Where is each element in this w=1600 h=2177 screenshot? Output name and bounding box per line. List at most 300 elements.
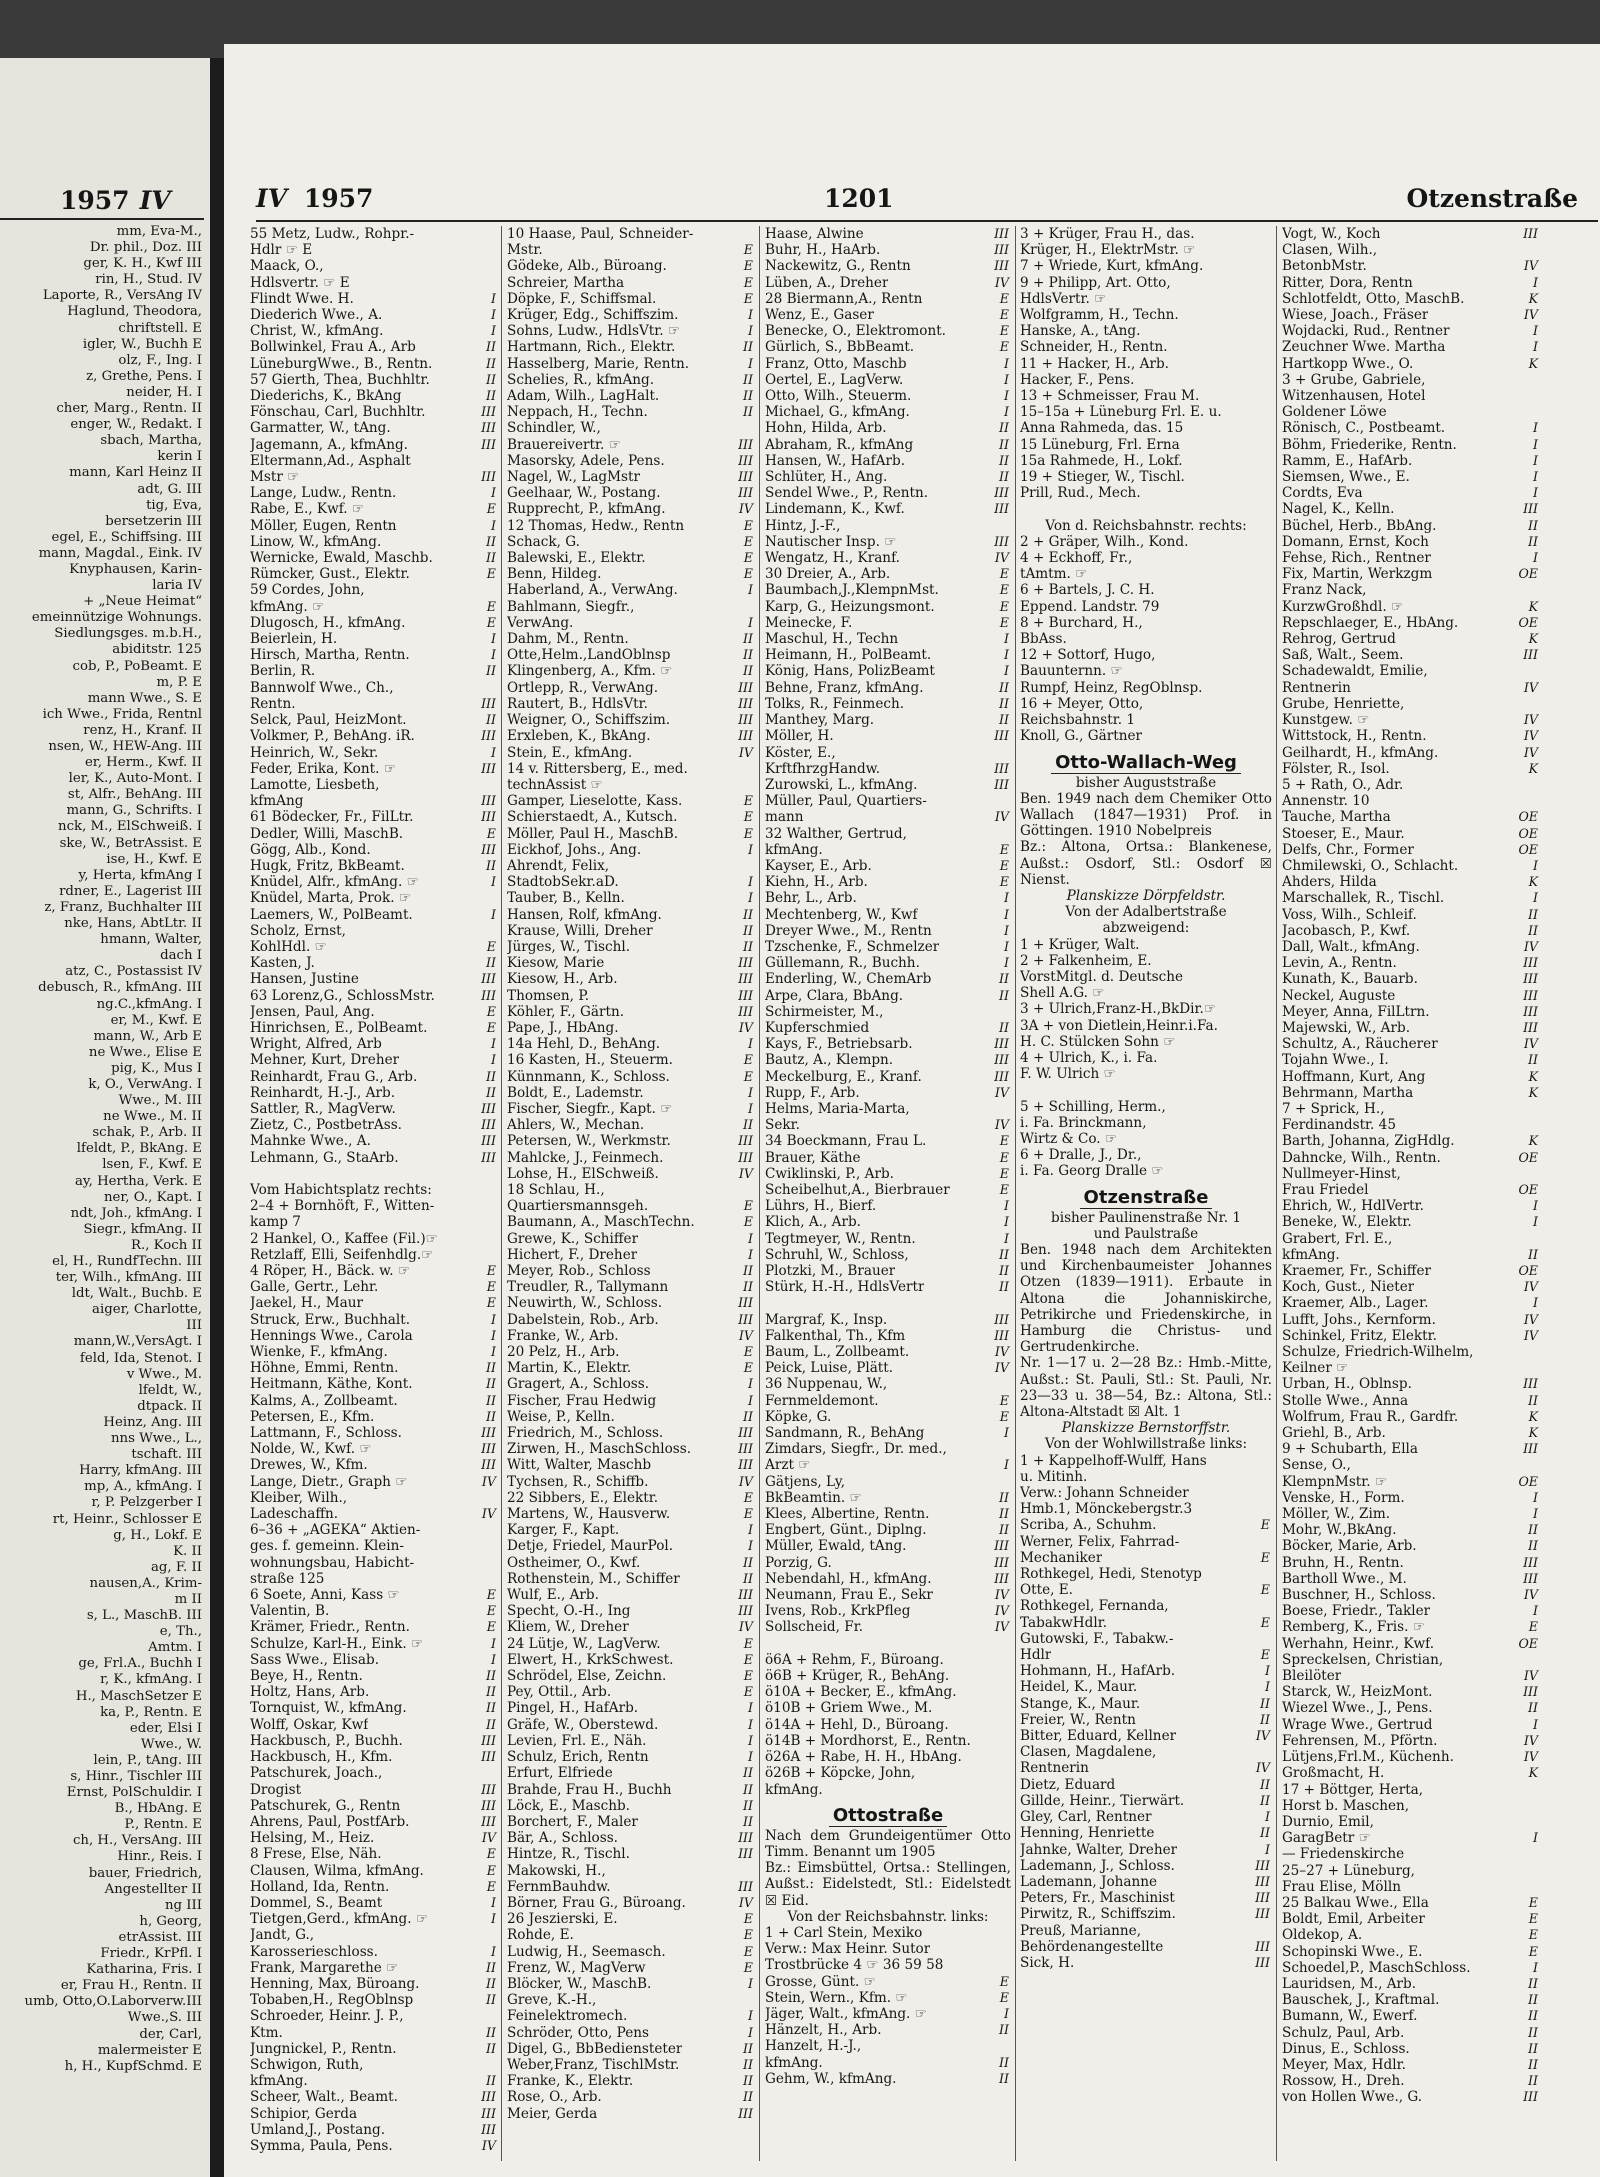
resident-entry [250,1393,498,1409]
resident-entry [765,1312,1011,1328]
floor-indicator: K [1528,1765,1538,1781]
resident-name: Laemers, W., PolBeamt. [250,906,413,923]
floor-indicator: E [486,1587,496,1603]
floor-indicator: III [1523,1570,1538,1586]
resident-name: Kayser, E., Arb. [765,857,872,874]
resident-name: Falkenthal, Th., Kfm [765,1327,906,1344]
left-entry-text: bersetzerin III [105,513,202,529]
floor-indicator: I [748,323,753,339]
resident-entry [507,1295,755,1311]
resident-entry [250,826,498,842]
resident-name: Schulze, Friedrich-Wilhelm, [1282,1344,1474,1361]
left-entry-text: ag, F. II [150,1559,202,1575]
resident-entry [1282,1036,1540,1052]
resident-name: Meier, Gerda [507,2105,598,2122]
resident-entry [1282,2008,1540,2024]
floor-indicator: III [481,809,496,825]
resident-name: Delfs, Chr., Former [1282,841,1414,858]
floor-indicator: K [1528,631,1538,647]
resident-name: Ferdinandstr. 45 [1282,1117,1396,1134]
floor-indicator: OE [1518,1263,1538,1278]
floor-indicator: I [748,2008,753,2024]
floor-indicator: IV [1523,307,1538,323]
resident-entry [250,1150,498,1166]
resident-name: 1 + Carl Stein, Mexiko [765,1924,923,1941]
resident-name: Bleilöter [1282,1668,1342,1685]
street-description: Nr. 1—17 u. 2—28 Bz.: Hmb.-Mitte, Außst.: St. Pauli, Stl.: St. Pauli, Nr. 23—33 u. 38—54, Bz.: Altona, Stl.: Altona-Altstadt ☒ Alt. 1 [1020,1355,1272,1421]
resident-name: Fischer, Frau Hedwig [507,1392,657,1409]
left-entry-line [0,1576,202,1592]
left-entry-text: Siedlungsges. m.b.H., [54,626,202,642]
left-entry-line [0,2027,202,2043]
resident-entry [507,1263,755,1279]
resident-entry [250,1749,498,1765]
resident-name: Neumann, Frau E., Sekr [765,1587,933,1604]
resident-name: Bartholl Wwe., M. [1282,1570,1407,1587]
floor-indicator: III [481,1133,496,1149]
resident-name: Frau Elise, Mölln [1282,1878,1401,1895]
resident-name: Büchel, Herb., BbAng. [1282,517,1437,534]
left-entry-line [0,1866,202,1882]
resident-entry [765,1684,1011,1700]
resident-name: Volkmer, P., BehAng. iR. [250,728,415,745]
resident-entry [765,582,1011,598]
resident-entry [1282,1279,1540,1295]
floor-indicator: III [738,1425,753,1441]
floor-indicator: E [486,1279,496,1295]
resident-entry [507,1312,755,1328]
floor-indicator: E [999,582,1009,598]
left-entry-text: Laporte, R., VersAng IV [42,288,202,304]
resident-entry [765,631,1011,647]
resident-entry [250,388,498,404]
resident-entry [1282,2089,1540,2105]
resident-entry [250,745,498,761]
resident-entry [507,2106,755,2122]
resident-entry [250,420,498,436]
resident-name: Preuß, Marianne, [1020,1922,1142,1939]
resident-name: Jürges, W., Tischl. [507,938,631,955]
resident-name: Helsing, M., Heiz. [250,1830,375,1847]
left-entry-line [0,1351,202,1367]
left-entry-line [0,353,202,369]
resident-entry [1020,1760,1272,1776]
resident-name: Zurowski, L., kfmAng. [765,776,918,793]
floor-indicator: II [486,2040,496,2056]
floor-indicator: IV [994,1344,1009,1360]
resident-entry [507,518,755,534]
floor-indicator: E [999,1392,1009,1408]
resident-entry [1282,339,1540,355]
resident-name: Frenz, W., MagVerw [507,1959,646,1976]
floor-indicator: E [743,1911,753,1927]
floor-indicator: III [481,841,496,857]
resident-entry [1282,1052,1540,1068]
resident-entry [507,680,755,696]
resident-name: Tychsen, R., Schiffb. [507,1473,649,1490]
floor-indicator: OE [1518,825,1538,841]
floor-indicator: II [486,1992,496,2008]
resident-name: Brauereivertr. ☞ [507,436,621,453]
resident-name: Schierstaedt, A., Kutsch. [507,809,678,826]
left-entry-text: Amtm. I [148,1640,202,1656]
resident-name: Kalms, A., Zollbeamt. [250,1392,398,1409]
resident-entry [765,501,1011,517]
resident-name: Baum, L., Zollbeamt. [765,1344,910,1361]
left-entry-line [0,321,202,337]
left-entry-text: g, H., Lokf. E [113,1527,202,1543]
floor-indicator: I [748,307,753,323]
resident-entry [250,712,498,728]
floor-indicator: IV [1523,1587,1538,1603]
resident-entry [507,1150,755,1166]
resident-name: Meyer, Max, Hdlr. [1282,2056,1406,2073]
resident-name: Jensen, Paul, Ang. [250,1003,375,1020]
floor-indicator: IV [481,1830,496,1846]
resident-entry [765,647,1011,663]
floor-indicator: IV [1523,1732,1538,1748]
left-entry-text: H., MaschSetzer E [75,1688,202,1704]
left-entry-text: der, Carl, [139,2026,202,2042]
resident-entry [765,1668,1011,1684]
resident-entry [1020,1679,1272,1695]
left-entry-text: egel, E., Schiffsing. III [51,529,202,545]
resident-entry [1282,1619,1540,1635]
resident-name: Wojdacki, Rud., Rentner [1282,323,1450,340]
floor-indicator: I [1265,1809,1270,1825]
floor-indicator: OE [1518,614,1538,630]
resident-entry [765,1957,1011,1973]
resident-name: Freier, W., Rentn [1020,1711,1136,1728]
resident-name: Baumbach,J.,KlempnMst. [765,582,939,599]
left-entry-text: mann, G., Schrifts. I [66,803,202,819]
resident-entry [1020,1082,1272,1098]
resident-entry [250,1863,498,1879]
resident-name: kfmAng. [765,1781,823,1798]
resident-entry [765,372,1011,388]
floor-indicator: III [994,1570,1009,1586]
resident-entry [250,534,498,550]
floor-indicator: III [1255,1938,1270,1954]
left-entry-line [0,626,202,642]
floor-indicator: E [743,793,753,809]
floor-indicator: III [481,1100,496,1116]
resident-name: Erfurt, Elfriede [507,1765,613,1782]
resident-name: Möller, H. [765,728,834,745]
floor-indicator: IV [1523,938,1538,954]
resident-entry [507,1765,755,1781]
resident-entry [1020,582,1272,598]
resident-name: Hanzelt, H.-J., [765,2038,862,2055]
left-entry-text: feld, Ida, Stenot. I [79,1350,202,1366]
resident-entry [765,1150,1011,1166]
floor-indicator: I [1533,1830,1538,1846]
resident-entry [1282,1490,1540,1506]
resident-name: Otte,Helm.,LandOblnsp [507,647,671,664]
floor-indicator: III [994,1068,1009,1084]
resident-entry [507,826,755,842]
floor-indicator: E [999,1133,1009,1149]
resident-entry [765,2055,1011,2071]
resident-name: Franz Nack, [1282,582,1367,599]
resident-name: ö6A + Rehm, F., Büroang. [765,1651,944,1668]
resident-entry [1020,1777,1272,1793]
floor-indicator: I [1533,1716,1538,1732]
left-page-year: 1957 [60,186,130,215]
left-entry-text: e, Th., [159,1624,202,1640]
resident-entry [250,1798,498,1814]
floor-indicator: II [743,339,753,355]
resident-entry [1282,1571,1540,1587]
resident-name: Lamotte, Liesbeth, [250,776,380,793]
resident-entry [1020,550,1272,566]
resident-entry [250,1782,498,1798]
resident-name: Mahlcke, J., Feinmech. [507,1149,664,1166]
resident-entry [1282,453,1540,469]
left-page-entries [0,224,202,2075]
resident-entry [507,777,755,793]
resident-entry [1282,712,1540,728]
resident-entry [765,663,1011,679]
resident-name: Keilner ☞ [1282,1360,1349,1377]
resident-entry [507,1457,755,1473]
resident-entry [1020,226,1272,242]
floor-indicator: IV [738,1165,753,1181]
resident-entry [1020,680,1272,696]
resident-name: kfmAng [250,793,304,810]
directory-page [224,44,1600,2177]
resident-entry [765,2038,1011,2054]
resident-entry [250,2122,498,2138]
left-entry-line [0,1174,202,1190]
floor-indicator: I [748,1100,753,1116]
resident-name: Güllemann, R., Buchh. [765,955,920,972]
floor-indicator: I [748,1230,753,1246]
left-entry-text: el, H., RundfTechn. III [52,1254,202,1269]
floor-indicator: IV [1523,1327,1538,1343]
resident-name: ö14A + Hehl, D., Büroang. [765,1716,949,1733]
left-entry-text: Harry, kfmAng. III [79,1463,202,1479]
resident-name: BbAss. [1020,631,1067,648]
resident-name: Otto, Wilh., Steuerm. [765,388,912,405]
resident-name: 32 Walther, Gertrud, [765,825,907,842]
floor-indicator: I [748,582,753,598]
resident-entry [765,2006,1011,2022]
left-entry-text: ldt, Walt., Buchb. E [71,1286,202,1302]
floor-indicator: II [486,712,496,728]
floor-indicator: I [491,906,496,922]
resident-name: Schindler, W., [507,420,601,437]
resident-entry [765,420,1011,436]
resident-name: Sollscheid, Fr. [765,1619,864,1636]
floor-indicator: III [738,2105,753,2121]
resident-name: u. Mitinh. [1020,1468,1088,1485]
resident-name: mann [765,809,804,826]
left-entry-line [0,1045,202,1061]
floor-indicator: III [738,1878,753,1894]
resident-entry [507,1101,755,1117]
resident-entry [765,566,1011,582]
resident-entry [765,469,1011,485]
resident-entry [250,1020,498,1036]
left-entry-text: ndt, Joh., kfmAng. I [70,1205,202,1221]
resident-name: kfmAng. [1282,1246,1340,1263]
left-entry-text: m II [174,1591,202,1607]
floor-indicator: III [738,469,753,485]
floor-indicator: II [999,2054,1009,2070]
left-entry-text: tschaft. III [131,1447,202,1463]
resident-name: Pey, Ottil., Arb. [507,1684,612,1701]
floor-indicator: E [743,1927,753,1943]
resident-entry [765,242,1011,258]
resident-entry [507,1976,755,1992]
resident-entry [507,1409,755,1425]
resident-name: Kiehn, H., Arb. [765,874,868,891]
resident-name: Lange, Dietr., Graph ☞ [250,1473,408,1490]
left-entry-line [0,369,202,385]
resident-entry [507,1798,755,1814]
floor-indicator: I [491,1943,496,1959]
floor-indicator: IV [1523,1036,1538,1052]
resident-name: Wenz, E., Gaser [765,307,874,324]
resident-entry [765,388,1011,404]
left-entry-text: Haglund, Theodora, [67,304,202,320]
floor-indicator: III [738,728,753,744]
resident-name: Franz, Otto, Maschb [765,355,907,372]
left-entry-line [0,1125,202,1141]
left-entry-line [0,1672,202,1688]
resident-name: Hirsch, Martha, Rentn. [250,647,410,664]
resident-entry [765,712,1011,728]
resident-name: Mstr ☞ [250,469,300,486]
resident-name: Rönisch, C., Postbeamt. [1282,420,1446,437]
floor-indicator: III [994,760,1009,776]
resident-name: Gutowski, F., Tabakw.- [1020,1630,1174,1647]
resident-name: 12 + Sottorf, Hugo, [1020,647,1156,664]
floor-indicator: II [743,2040,753,2056]
left-entry-line [0,1029,202,1045]
floor-indicator: I [1004,955,1009,971]
left-entry-line [0,546,202,562]
resident-name: Grosse, Günt. ☞ [765,1973,876,1990]
floor-indicator: III [481,1797,496,1813]
left-entry-text: III [186,1318,202,1334]
floor-indicator: I [1004,647,1009,663]
resident-name: Franke, W., Arb. [507,1327,619,1344]
resident-entry [250,518,498,534]
resident-entry [507,291,755,307]
floor-indicator: E [999,1149,1009,1165]
resident-entry [507,1733,755,1749]
section-note: und Paulstraße [1093,1225,1199,1242]
floor-indicator: I [748,1084,753,1100]
floor-indicator: III [994,1554,1009,1570]
left-entry-text: k, O., VerwAng. I [88,1076,202,1092]
section-note: Von der Wohlwillstraße links: [1044,1436,1248,1453]
floor-indicator: I [1533,1506,1538,1522]
floor-indicator: E [486,1003,496,1019]
left-entry-text: Friedr., KrPfl. I [100,1946,202,1962]
resident-entry [507,1198,755,1214]
resident-entry [765,761,1011,777]
resident-entry [1020,1018,1272,1034]
left-entry-text: Wwe., W. [140,1736,202,1752]
left-entry-line [0,1399,202,1415]
left-entry-text: mp, A., kfmAng. I [84,1479,202,1495]
resident-entry [250,1700,498,1716]
resident-name: Klich, A., Arb. [765,1214,861,1231]
header-rule [256,220,1598,222]
resident-name: Tauber, B., Kelln. [507,890,625,907]
floor-indicator: E [999,566,1009,582]
resident-name: kfmAng. [250,2073,308,2090]
resident-name: Schadewaldt, Emilie, [1282,663,1428,680]
resident-entry [1282,745,1540,761]
resident-entry [765,939,1011,955]
resident-entry [1020,1501,1272,1517]
resident-name: Tojahn Wwe., I. [1282,1052,1389,1069]
resident-entry [1020,1663,1272,1679]
resident-entry [1020,728,1272,744]
resident-entry [250,1522,498,1538]
resident-entry [507,1506,755,1522]
resident-entry [507,485,755,501]
resident-name: Kasten, J. [250,955,315,972]
resident-entry [1020,663,1272,679]
resident-entry [250,761,498,777]
resident-name: Voss, Wilh., Schleif. [1282,906,1417,923]
floor-indicator: III [738,1587,753,1603]
resident-entry [1020,566,1272,582]
resident-name: Blöcker, W., MaschB. [507,1975,652,1992]
left-entry-text: lsen, F., Kwf. E [102,1157,202,1173]
resident-name: Behördenangestellte [1020,1938,1164,1955]
resident-entry [507,2089,755,2105]
floor-indicator: III [1523,501,1538,517]
resident-entry [1282,939,1540,955]
resident-name: Krüger, Edg., Schiffszim. [507,307,679,324]
resident-entry [765,226,1011,242]
resident-name: Beierlein, H. [250,631,338,648]
resident-entry [1282,1069,1540,1085]
resident-name: Ahders, Hilda [1282,874,1377,891]
left-entry-line [0,739,202,755]
resident-entry [1020,1147,1272,1163]
left-entry-text: er, Frau H., Rentn. II [60,1978,202,1994]
resident-name: kfmAng. [765,841,823,858]
floor-indicator: E [1528,1619,1538,1635]
resident-entry [507,1668,755,1684]
floor-indicator: III [738,971,753,987]
resident-entry [507,1571,755,1587]
floor-indicator: III [738,452,753,468]
resident-name: Krämer, Friedr., Rentn. [250,1619,410,1636]
resident-name: Engbert, Günt., Diplng. [765,1522,927,1539]
resident-entry [1282,1506,1540,1522]
resident-name: Behne, Franz, kfmAng. [765,679,924,696]
left-entry-line [0,755,202,771]
resident-entry [507,761,755,777]
resident-name: Gögg, Alb., Kond. [250,841,371,858]
left-entry-text: laria IV [152,578,202,594]
resident-name: Jahnke, Walter, Dreher [1020,1841,1178,1858]
floor-indicator: I [1533,1214,1538,1230]
left-entry-text: ka, P., Rentn. E [100,1704,202,1720]
resident-entry [507,647,755,663]
resident-entry [765,1036,1011,1052]
resident-entry [1282,858,1540,874]
resident-entry [765,1603,1011,1619]
